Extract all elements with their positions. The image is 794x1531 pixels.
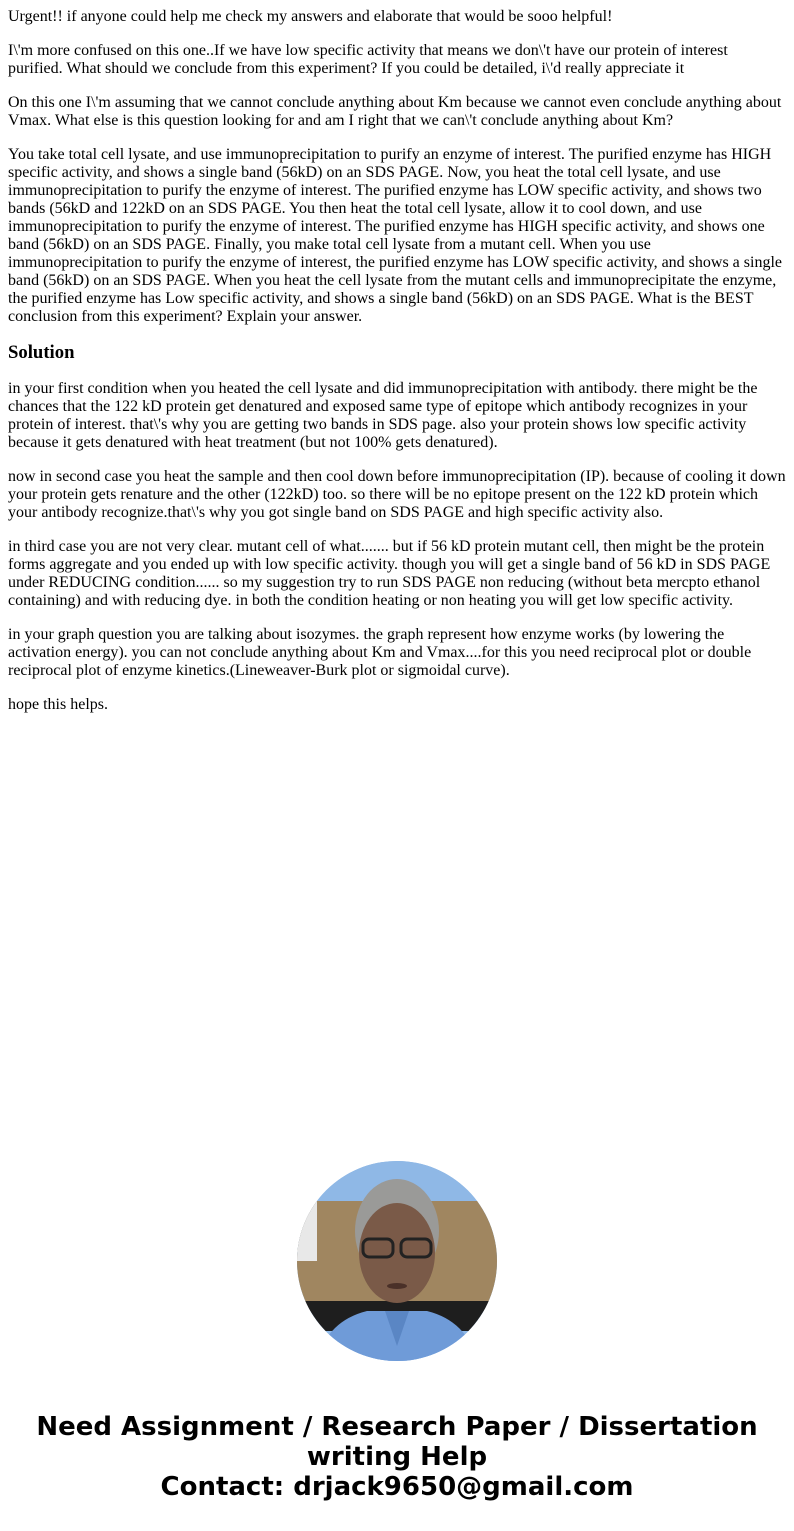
author-photo-icon bbox=[297, 1161, 497, 1361]
contact-footer bbox=[0, 1412, 794, 1502]
question-answer-document bbox=[8, 8, 786, 714]
question-paragraph: I\'m more confused on this one..If we have low specific activity that means we don\'t have our protein of interest purified. What should we conclude from this experiment? If you could be detailed, i\'d really appreciate it bbox=[8, 42, 728, 77]
solution-paragraph: now in second case you heat the sample and then cool down before immunoprecipitation (IP). because of cooling it down your protein gets renature and the other (122kD) too. so there will be no epitope present on the 122 kD protein which your antibody recognize.that\'s why you got single band on SDS PAGE and high specific activity also. bbox=[8, 468, 786, 521]
solution-paragraph: in third case you are not very clear. mutant cell of what....... but if 56 kD protein mutant cell, then might be the protein forms aggregate and you ended up with low specific activity. though you will get a single band of 56 kD in SDS PAGE under REDUCING condition...... so my suggestion try to run SDS PAGE non reducing (without beta mercpto ethanol containing) and with reducing dye. in both the condition heating or non heating you will get low specific activity. bbox=[8, 538, 771, 609]
solution-heading: Solution bbox=[8, 342, 75, 363]
footer-promo-text: Need Assignment / Research Paper / Dissertation writing Help bbox=[36, 1412, 758, 1472]
solution-paragraph: in your graph question you are talking about isozymes. the graph represent how enzyme works (by lowering the activation energy). you can not conclude anything about Km and Vmax....for this you need reciprocal plot or double reciprocal plot of enzyme kinetics.(Lineweaver-Burk plot or sigmoidal curve). bbox=[8, 626, 752, 679]
author-avatar bbox=[297, 1161, 497, 1361]
question-paragraph: Urgent!! if anyone could help me check my answers and elaborate that would be sooo helpful! bbox=[8, 8, 613, 25]
question-paragraph: You take total cell lysate, and use immunoprecipitation to purify an enzyme of interest. The purified enzyme has HIGH specific activity, and shows a single band (56kD) on an SDS PAGE. Now, you heat the total cell lysate, and use immunoprecipitation to purify the enzyme of interest. The purified enzyme has LOW specific activity, and shows two bands (56kD and 122kD on an SDS PAGE. You then heat the total cell lysate, allow it to cool down, and use immunoprecipitation to purify the enzyme of interest. The purified enzyme has HIGH specific activity, and shows one band (56kD) on an SDS PAGE. Finally, you make total cell lysate from a mutant cell. When you use immunoprecipitation to purify the enzyme of interest, the purified enzyme has LOW specific activity, and shows a single band (56kD) on an SDS PAGE. When you heat the cell lysate from the mutant cells and immunoprecipitate the enzyme, the purified enzyme has Low specific activity, and shows a single band (56kD) on an SDS PAGE. What is the BEST conclusion from this experiment? Explain your answer. bbox=[8, 146, 782, 325]
footer-contact-email: Contact: drjack9650@gmail.com bbox=[160, 1472, 634, 1502]
question-paragraph: On this one I\'m assuming that we cannot conclude anything about Km because we cannot even conclude anything about Vmax. What else is this question looking for and am I right that we can\'t conclude anything about Km? bbox=[8, 94, 782, 129]
solution-paragraph: in your first condition when you heated the cell lysate and did immunoprecipitation with antibody. there might be the chances that the 122 kD protein get denatured and exposed same type of epitope which antibody recognizes in your protein of interest. that\'s why you are getting two bands in SDS page. also your protein shows low specific activity because it gets denatured with heat treatment (but not 100% gets denatured). bbox=[8, 380, 758, 451]
solution-paragraph: hope this helps. bbox=[8, 696, 108, 713]
